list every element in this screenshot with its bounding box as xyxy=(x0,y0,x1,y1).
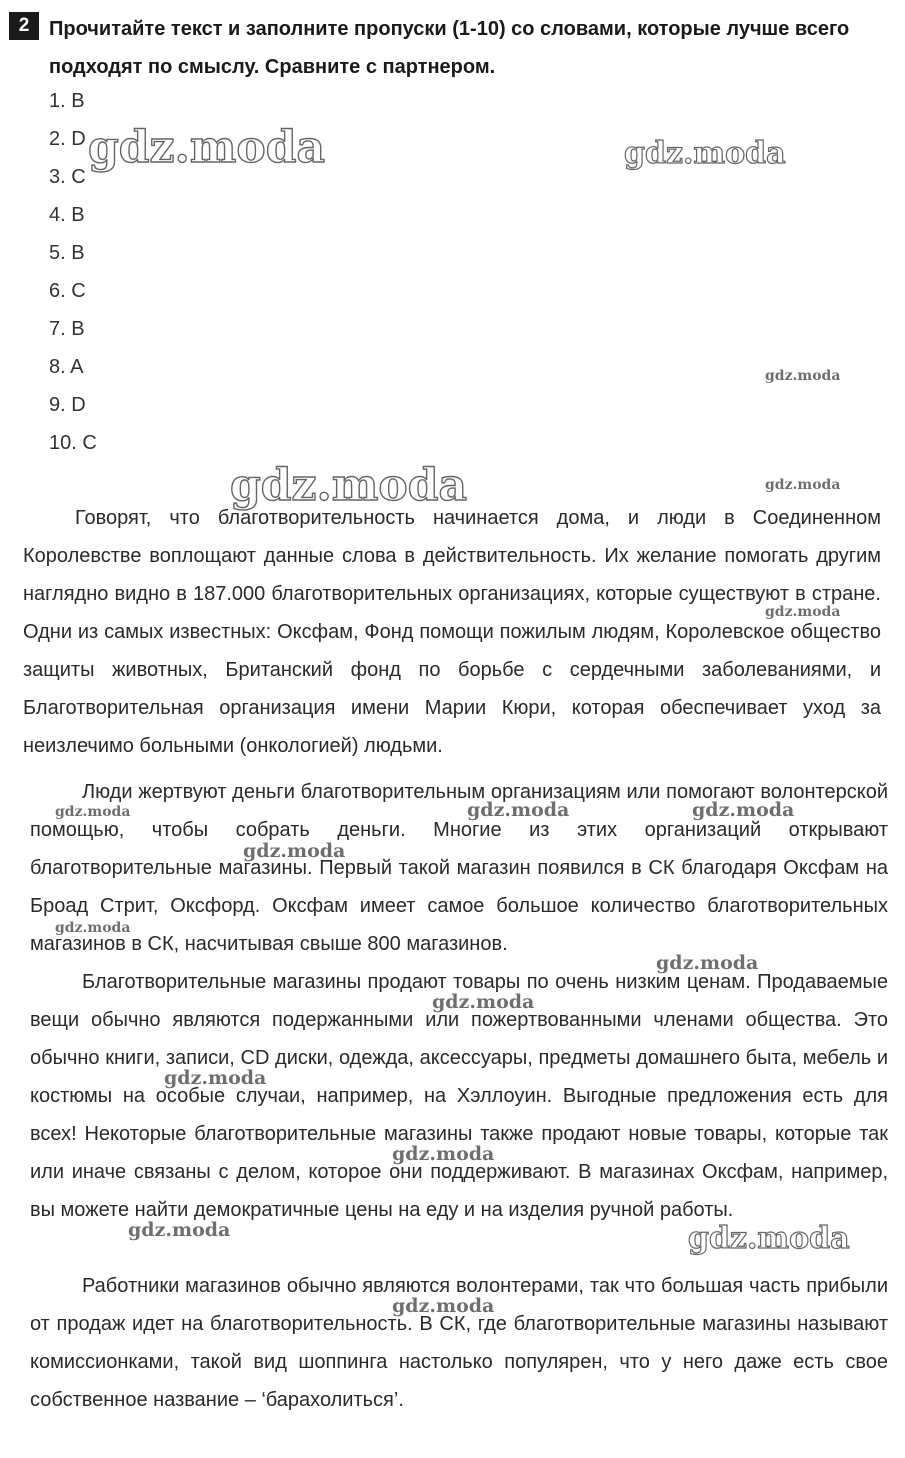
watermark-logo: gdz.moda xyxy=(765,368,841,384)
watermark-logo: gdz.moda xyxy=(688,1221,850,1256)
answer-item: 1. B xyxy=(49,90,85,112)
watermark-logo: gdz.moda xyxy=(467,799,570,821)
answer-item: 3. C xyxy=(49,166,86,188)
paragraph-text: Работники магазинов обычно являются волонтерами, так что большая часть прибыли от продаж идет на благотворительность. В СК, где благотворительные магазины называют комиссионками, такой вид шоппинга настолько популярен, что у него даже есть свое собственное название – ‘барахолиться’. xyxy=(30,1275,888,1411)
answer-item: 9. D xyxy=(49,394,86,416)
paragraph-text: Люди жертвуют деньги благотворительным организациям или помогают волонтерской помощью, чтобы собрать деньги. Многие из этих организаций открывают благотворительные магазины. Первый такой магазин появился в СК благодаря Оксфам на Броад Стрит, Оксфорд. Оксфам имеет самое большое количество благотворительных магазинов в СК, насчитывая свыше 800 магазинов. xyxy=(30,781,888,955)
watermark-logo: gdz.moda xyxy=(765,604,841,620)
answer-item: 6. C xyxy=(49,280,86,302)
watermark-logo: gdz.moda xyxy=(692,799,795,821)
answer-item: 7. B xyxy=(49,318,85,340)
answer-item: 10. C xyxy=(49,432,97,454)
watermark-logo: gdz.moda xyxy=(656,952,759,974)
watermark-logo: gdz.moda xyxy=(55,804,131,820)
watermark-logo: gdz.moda xyxy=(765,477,841,493)
answer-item: 2. D xyxy=(49,128,86,150)
watermark-logo: gdz.moda xyxy=(230,460,468,511)
watermark-logo: gdz.moda xyxy=(88,122,326,173)
paragraph-text: Говорят, что благотворительность начинается дома, и люди в Соединенном Королевстве воплощают данные слова в действительность. Их желание помогать другим наглядно видно в 187.000 благотворительных организациях, которые существуют в стране. Одни из самых известных: Оксфам, Фонд помощи пожилым людям, Королевское общество защиты животных, Британский фонд по борьбе с сердечными заболеваниями, и Благотворительная организация имени Марии Кюри, которая обеспечивает уход за неизлечимо больными (онкологией) людьми. xyxy=(23,507,881,757)
paragraph-volunteers xyxy=(30,1267,888,1419)
watermark-logo: gdz.moda xyxy=(624,136,786,171)
answer-item: 8. A xyxy=(49,356,84,378)
paragraph-text: Благотворительные магазины продают товары по очень низким ценам. Продаваемые вещи обычно являются подержанными или пожертвованными членами общества. Это обычно книги, записи, CD диски, одежда, аксессуары, предметы домашнего быта, мебель и костюмы на особые случаи, например, на Хэллоуин. Выгодные предложения есть для всех! Некоторые благотворительные магазины также продают новые товары, которые так или иначе связаны с делом, которое они поддерживают. В магазинах Оксфам, например, вы можете найти демократичные цены на еду и на изделия ручной работы. xyxy=(30,971,888,1221)
watermark-logo: gdz.moda xyxy=(243,840,346,862)
exercise-number-badge: 2 xyxy=(9,12,39,40)
watermark-logo: gdz.moda xyxy=(392,1143,495,1165)
exercise-instruction: Прочитайте текст и заполните пропуски (1-10) со словами, которые лучше всего подходят по смыслу. Сравните с партнером. xyxy=(49,18,850,78)
watermark-logo: gdz.moda xyxy=(55,920,131,936)
watermark-logo: gdz.moda xyxy=(392,1295,495,1317)
answer-item: 5. B xyxy=(49,242,85,264)
watermark-logo: gdz.moda xyxy=(164,1067,267,1089)
paragraph-donations xyxy=(30,773,888,963)
paragraph-shop-goods xyxy=(30,963,888,1229)
paragraph-charity-intro xyxy=(23,499,881,765)
watermark-logo: gdz.moda xyxy=(432,991,535,1013)
answer-list xyxy=(49,82,97,462)
answer-item: 4. B xyxy=(49,204,85,226)
watermark-logo: gdz.moda xyxy=(128,1219,231,1241)
